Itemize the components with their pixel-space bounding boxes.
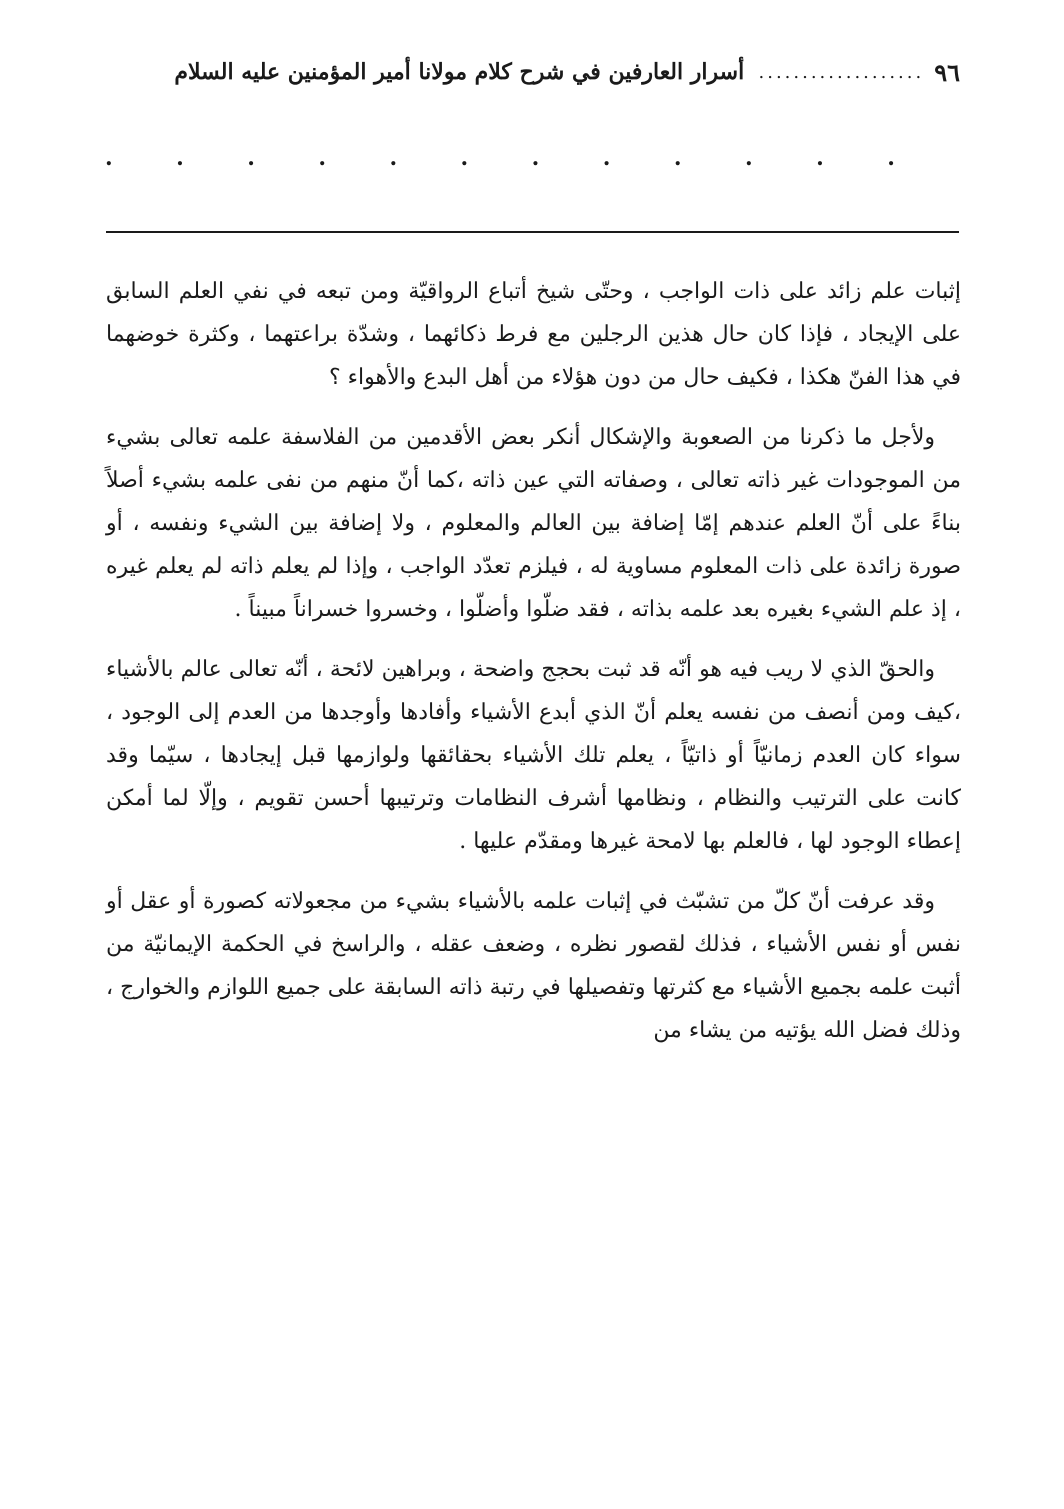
- paragraph: إثبات علم زائد على ذات الواجب ، وحتّى شيخ أتباع الرواقيّة ومن تبعه في نفي العلم السابق على الإيجاد ، فإذا كان حال هذين الرجلين مع فرط ذكائهما ، وشدّة براعتهما ، وكثرة خوضهما في هذا الفنّ هكذا ، فكيف حال من دون هؤلاء من أهل البدع والأهواء ؟: [106, 279, 961, 390]
- separator-dot: .: [176, 145, 184, 171]
- separator-dot: .: [318, 145, 326, 171]
- separator-dot: .: [531, 145, 540, 171]
- paragraph: والحقّ الذي لا ريب فيه هو أنّه قد ثبت بحجج واضحة ، وبراهين لائحة ، أنّه تعالى عالم بالأشياء ،كيف ومن أنصف من نفسه يعلم أنّ الذي أبدع الأشياء وأفادها وأوجدها من العدم إلى الوجود ، سواء كان العدم زمانيّاً أو ذاتيّاً ، يعلم تلك الأشياء بحقائقها ولوازمها قبل إيجادها ، سيّما وقد كانت على الترتيب والنظام ، ونظامها أشرف النظامات وترتيبها أحسن تقويم ، وإلّا لما أمكن إعطاء الوجود لها ، فالعلم بها لامحة غيرها ومقدّم عليها .: [106, 657, 961, 854]
- running-header: [108, 52, 960, 92]
- separator-dot: .: [816, 145, 824, 171]
- body-text: [106, 270, 961, 1069]
- separator-dot: .: [247, 145, 255, 171]
- running-title: أسرار العارفين في شرح كلام مولانا أمير المؤمنين عليه السلام: [174, 59, 745, 85]
- dot-leader: ...................: [758, 61, 925, 83]
- horizontal-rule: [106, 231, 959, 233]
- separator-dot: .: [744, 145, 753, 171]
- separator-dots: [105, 146, 895, 170]
- paragraph: وقد عرفت أنّ كلّ من تشبّث في إثبات علمه بالأشياء بشيء من مجعولاته كصورة أو عقل أو نفس أو نفس الأشياء ، فذلك لقصور نظره ، وضعف عقله ، والراسخ في الحكمة الإيمانيّة من أثبت علمه بجميع الأشياء مع كثرتها وتفصيلها في رتبة ذاته السابقة على جميع اللوازم والخوارج ، وذلك فضل الله يؤتيه من يشاء من: [106, 889, 961, 1043]
- separator-dot: .: [887, 145, 895, 171]
- separator-dot: .: [389, 145, 398, 171]
- separator-dot: .: [673, 145, 682, 171]
- paragraph: ولأجل ما ذكرنا من الصعوبة والإشكال أنكر بعض الأقدمين من الفلاسفة علمه تعالى بشيء من الموجودات غير ذاته تعالى ، وصفاته التي عين ذاته ،كما أنّ منهم من نفى علمه بشيء أصلاً بناءً على أنّ العلم عندهم إمّا إضافة بين العالم والمعلوم ، ولا إضافة بين الشيء ونفسه ، أو صورة زائدة على ذات المعلوم مساوية له ، فيلزم تعدّد الواجب ، وإذا لم يعلم ذاته لم يعلم غيره ، إذ علم الشيء بغيره بعد علمه بذاته ، فقد ضلّوا وأضلّوا ، وخسروا خسراناً مبيناً .: [106, 425, 961, 622]
- page-number: ٩٦: [934, 57, 960, 87]
- separator-dot: .: [602, 145, 611, 171]
- separator-dot: .: [105, 145, 113, 171]
- separator-dot: .: [460, 145, 469, 171]
